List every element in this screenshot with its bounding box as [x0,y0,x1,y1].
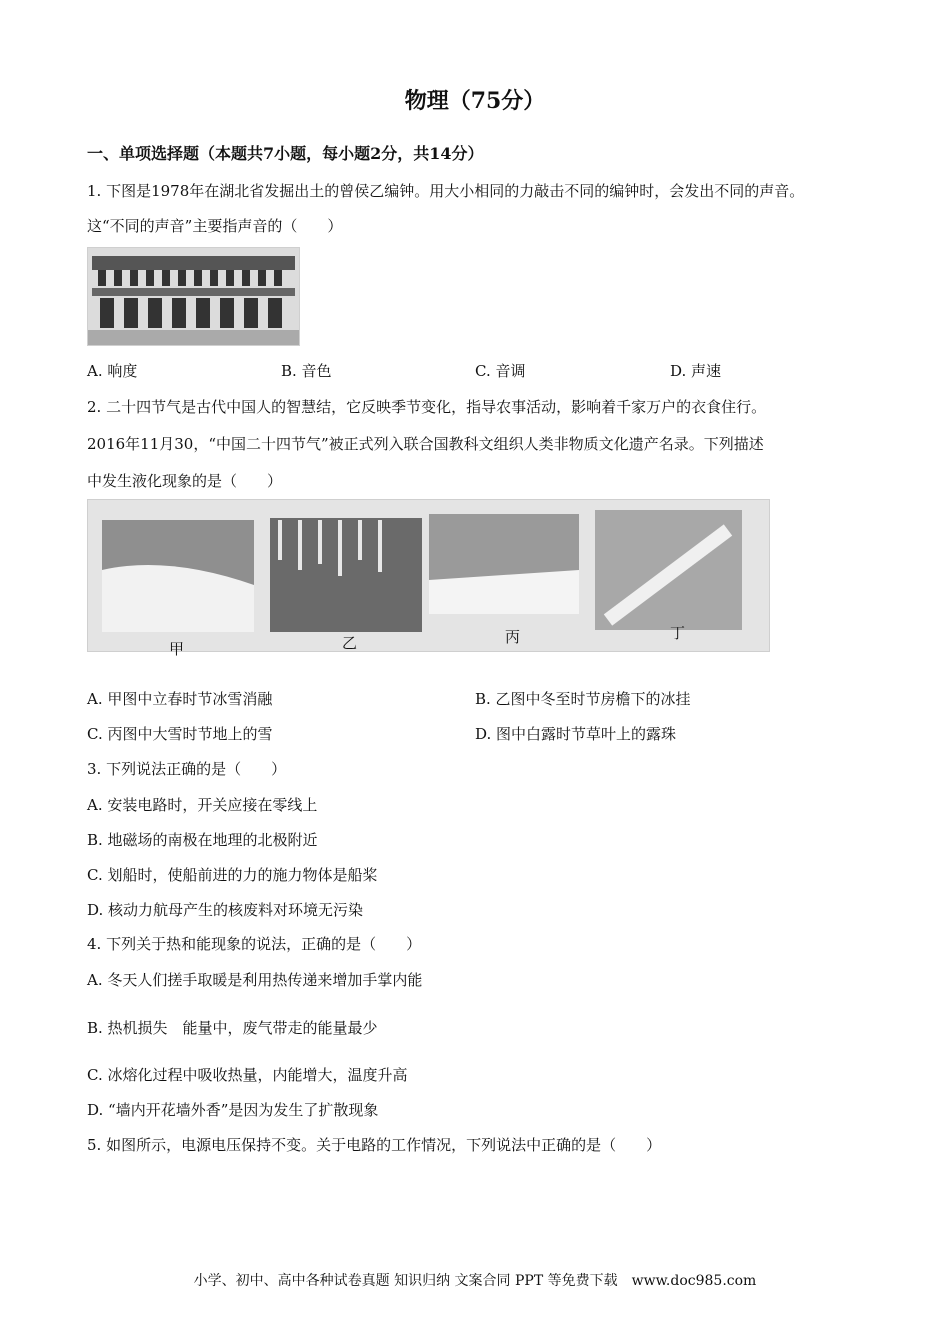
q1-option-d: D. 声速 [670,362,722,380]
q1-option-a: A. 响度 [87,362,138,380]
page-footer: 小学、初中、高中各种试卷真题 知识归纳 文案合同 PPT 等免费下载 www.doc985.com [193,1273,757,1289]
q4-option-d: D. “墙内开花墙外香”是因为发生了扩散现象 [87,1101,379,1119]
q1-line2: 这“不同的声音”主要指声音的（ ） [87,217,343,235]
bells-illustration-icon [88,248,299,345]
q2-option-b: B. 乙图中冬至时节房檐下的冰挂 [475,690,691,708]
q2-image-label-yi: 乙 [342,634,358,652]
q4-stem: 4. 下列关于热和能现象的说法，正确的是（ ） [87,935,422,953]
q3-option-c: C. 划船时，使船前进的力的施力物体是船桨 [87,866,378,884]
section-heading: 一、单项选择题（本题共7小题，每小题2分，共14分） [87,144,484,163]
q2-line3: 中发生液化现象的是（ ） [87,472,283,490]
q4-option-a: A. 冬天人们搓手取暖是利用热传递来增加手掌内能 [87,971,423,989]
q3-option-b: B. 地磁场的南极在地理的北极附近 [87,831,318,849]
solar-terms-illustration-icon [88,500,769,651]
q5-stem: 5. 如图所示，电源电压保持不变。关于电路的工作情况，下列说法中正确的是（ ） [87,1136,662,1154]
q2-line1: 2. 二十四节气是古代中国人的智慧结，它反映季节变化，指导农事活动，影响着千家万户的衣食住行。 [87,398,767,416]
q1-line1: 1. 下图是1978年在湖北省发掘出土的曾侯乙编钟。用大小相同的力敲击不同的编钟时，会发出不同的声音。 [87,182,805,200]
q4-option-b: B. 热机损失 能量中，废气带走的能量最少 [87,1019,378,1037]
solar-terms-photos [87,499,770,652]
q3-option-a: A. 安装电路时，开关应接在零线上 [87,796,318,814]
bianzhong-photo [87,247,300,346]
q2-image-label-bing: 丙 [505,628,521,646]
q1-option-c: C. 音调 [475,362,526,380]
q2-image-label-jia: 甲 [169,640,185,658]
q2-option-c: C. 丙图中大雪时节地上的雪 [87,725,273,743]
q2-image-label-ding: 丁 [670,624,686,642]
q2-line2: 2016年11月30，“中国二十四节气”被正式列入联合国教科文组织人类非物质文化遗产名录。下列描述 [87,435,764,453]
q3-stem: 3. 下列说法正确的是（ ） [87,760,287,778]
q2-option-a: A. 甲图中立春时节冰雪消融 [87,690,273,708]
q4-option-c: C. 冰熔化过程中吸收热量，内能增大，温度升高 [87,1066,408,1084]
q3-option-d: D. 核动力航母产生的核废料对环境无污染 [87,901,364,919]
q1-option-b: B. 音色 [281,362,332,380]
q2-option-d: D. 图中白露时节草叶上的露珠 [475,725,677,743]
page-title: 物理（75分） [404,88,546,114]
